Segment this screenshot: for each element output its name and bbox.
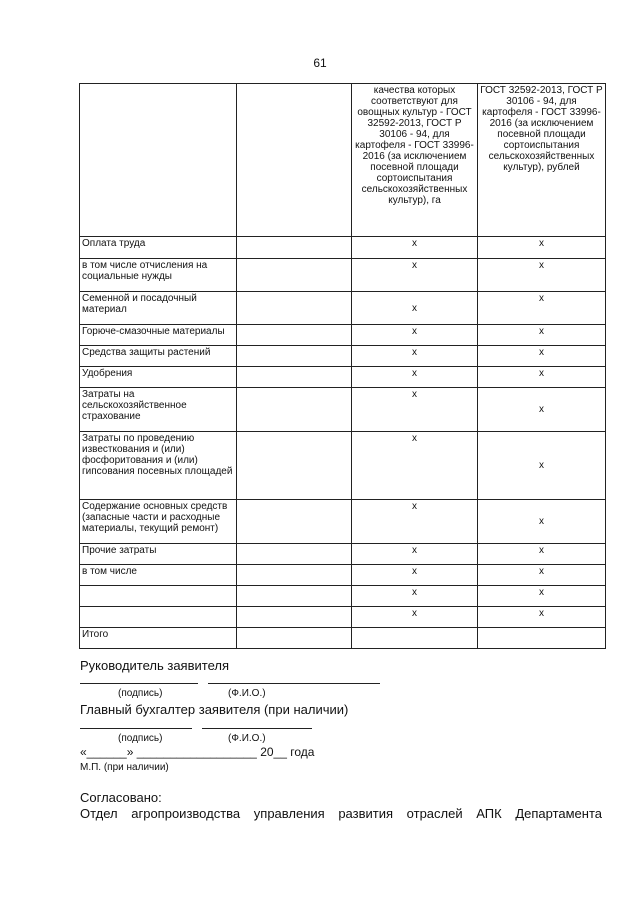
row-label: Оплата труда [80, 237, 237, 259]
row-cell-3: x [352, 500, 478, 544]
table-row [80, 346, 606, 367]
table-row [80, 544, 606, 565]
table-row [80, 500, 606, 544]
row-cell-3: x [352, 237, 478, 259]
row-cell-4: x [478, 367, 606, 388]
row-cell-3: x [352, 292, 478, 325]
accountant-signature-line [80, 728, 192, 729]
row-label: Содержание основных средств (запасные части и расходные материалы, текущий ремонт) [80, 500, 237, 544]
row-label: в том числе [80, 565, 237, 586]
row-label: Средства защиты растений [80, 346, 237, 367]
row-cell-3 [352, 628, 478, 649]
table-row-total [80, 628, 606, 649]
row-cell-4: x [478, 237, 606, 259]
row-label: Затраты по проведению известкования и (или) фосфоритования и (или) гипсования посевных площадей [80, 432, 237, 500]
approval-title: Согласовано: [80, 790, 162, 805]
row-cell-4: x [478, 388, 606, 432]
row-label: Горюче-смазочные материалы [80, 325, 237, 346]
accountant-fio-label: (Ф.И.О.) [228, 733, 266, 744]
row-cell-2 [237, 607, 352, 628]
row-cell-4: x [478, 544, 606, 565]
row-cell-3: x [352, 388, 478, 432]
row-cell-2 [237, 628, 352, 649]
row-cell-3: x [352, 367, 478, 388]
row-label [80, 586, 237, 607]
row-cell-3: x [352, 586, 478, 607]
row-label: Итого [80, 628, 237, 649]
header-cell-3: качества которых соответствуют для овощных культур - ГОСТ 32592-2013, ГОСТ Р 30106 - 94, для картофеля - ГОСТ 33996-2016 (за исключением посевной площади сортоиспытания сельскохозяйственных культур), га [352, 84, 478, 237]
date-line: «______» __________________ 20__ года [80, 745, 315, 759]
table-row [80, 325, 606, 346]
row-cell-3: x [352, 259, 478, 292]
accountant-sign-label: (подпись) [118, 733, 163, 744]
page-number: 61 [313, 56, 327, 70]
table-row [80, 432, 606, 500]
table-row [80, 586, 606, 607]
cost-table [79, 83, 606, 649]
row-cell-4: x [478, 259, 606, 292]
row-cell-4: x [478, 346, 606, 367]
table-row [80, 237, 606, 259]
stamp-label: М.П. (при наличии) [80, 762, 169, 773]
table-row [80, 565, 606, 586]
row-cell-2 [237, 500, 352, 544]
row-cell-2 [237, 586, 352, 607]
row-label: Прочие затраты [80, 544, 237, 565]
row-label: в том числе отчисления на социальные нужды [80, 259, 237, 292]
head-fio-label: (Ф.И.О.) [228, 688, 266, 699]
row-label: Удобрения [80, 367, 237, 388]
row-cell-3: x [352, 325, 478, 346]
table-row [80, 367, 606, 388]
header-cell-1 [80, 84, 237, 237]
row-cell-4: x [478, 325, 606, 346]
approval-text: Отдел агропроизводства управления развития отраслей АПК Департамента [80, 806, 602, 821]
row-cell-2 [237, 388, 352, 432]
head-title: Руководитель заявителя [80, 658, 229, 673]
row-cell-3: x [352, 565, 478, 586]
row-cell-4: x [478, 586, 606, 607]
table-row [80, 607, 606, 628]
row-cell-3: x [352, 607, 478, 628]
table-row [80, 292, 606, 325]
row-cell-2 [237, 259, 352, 292]
table-row [80, 259, 606, 292]
row-label [80, 607, 237, 628]
row-cell-2 [237, 565, 352, 586]
row-cell-2 [237, 367, 352, 388]
header-cell-2 [237, 84, 352, 237]
row-cell-3: x [352, 346, 478, 367]
row-label: Семенной и посадочный материал [80, 292, 237, 325]
header-cell-4: ГОСТ 32592-2013, ГОСТ Р 30106 - 94, для картофеля - ГОСТ 33996-2016 (за исключением посевной площади сортоиспытания сельскохозяйственных культур), рублей [478, 84, 606, 237]
row-cell-3: x [352, 432, 478, 500]
head-signature-line [80, 683, 198, 684]
row-cell-4: x [478, 292, 606, 325]
row-cell-2 [237, 544, 352, 565]
head-fio-line [208, 683, 380, 684]
row-cell-4: x [478, 565, 606, 586]
table-row [80, 388, 606, 432]
table-header-row [80, 84, 606, 237]
row-cell-2 [237, 325, 352, 346]
row-cell-4: x [478, 500, 606, 544]
row-cell-4 [478, 628, 606, 649]
row-label: Затраты на сельскохозяйственное страхование [80, 388, 237, 432]
row-cell-2 [237, 292, 352, 325]
head-sign-label: (подпись) [118, 688, 163, 699]
row-cell-2 [237, 346, 352, 367]
chief-accountant-title: Главный бухгалтер заявителя (при наличии) [80, 702, 349, 717]
row-cell-3: x [352, 544, 478, 565]
row-cell-2 [237, 237, 352, 259]
row-cell-4: x [478, 607, 606, 628]
row-cell-2 [237, 432, 352, 500]
accountant-fio-line [202, 728, 312, 729]
row-cell-4: x [478, 432, 606, 500]
